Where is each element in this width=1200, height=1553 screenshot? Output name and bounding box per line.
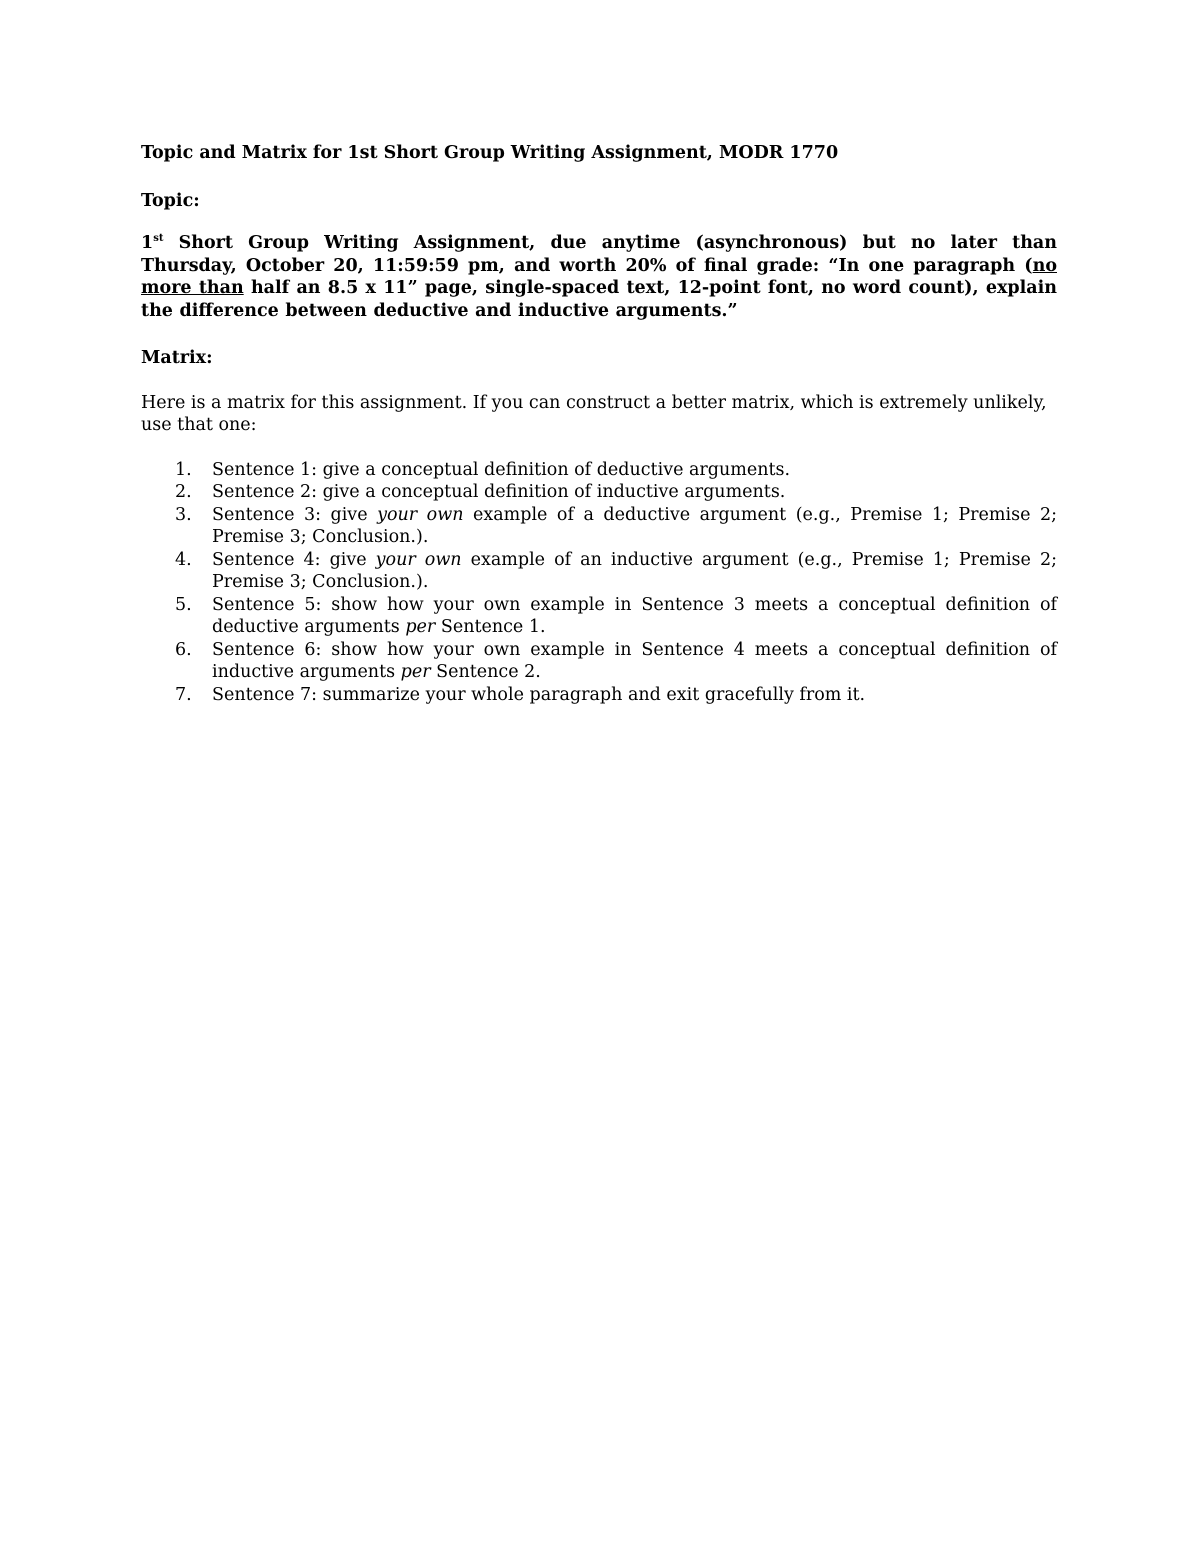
list-item-text-rest: example of an inductive argument (e.g., Premise 1; Premise 2; Premise 3; Conclusion.). [212,549,1057,592]
list-item [141,594,1057,639]
topic-text-part2: half an 8.5 x 11” page, single-spaced text, 12-point font, no word count), explain the difference between deductive and inductive arguments.” [141,278,1057,321]
topic-ordinal-suffix: st [153,233,164,245]
list-item-number: 4. [175,549,192,570]
list-item [141,481,1057,504]
matrix-list [141,459,1057,707]
list-item-number: 3. [175,504,192,525]
list-item-text-rest: example of a deductive argument (e.g., Premise 1; Premise 2; Premise 3; Conclusion.). [212,504,1057,547]
list-item-emphasis: per [400,662,431,682]
list-item-text: Sentence 4: give [212,549,376,570]
list-item-emphasis: your own [377,504,464,525]
topic-ordinal-number: 1 [141,233,154,253]
list-item-text-rest: Sentence 1. [435,617,546,637]
document-title: Topic and Matrix for 1st Short Group Writing Assignment, MODR 1770 [141,143,839,163]
list-item-text: Sentence 1: give a conceptual definition of deductive arguments. [212,459,791,480]
topic-text-part1: Short Group Writing Assignment, due anytime (asynchronous) but no later than Thursday, October 20, 11:59:59 pm, and worth 20% of final grade: “In one paragraph ( [141,233,1057,276]
list-item-text: Sentence 3: give [212,504,378,525]
list-item-text: Sentence 2: give a conceptual definition of inductive arguments. [212,482,786,502]
matrix-intro: Here is a matrix for this assignment. If you can construct a better matrix, which is extremely unlikely, use that one: [141,392,1047,435]
topic-paragraph [141,232,1057,322]
topic-heading: Topic: [141,190,200,211]
list-item-number: 5. [175,594,192,615]
topic-underlined-text: no more than [141,255,1057,298]
list-item [141,459,1057,482]
matrix-heading: Matrix: [141,348,213,368]
list-item-number: 1. [175,459,192,480]
list-item [141,549,1057,594]
list-item-text: Sentence 7: summarize your whole paragraph and exit gracefully from it. [212,684,866,705]
list-item-emphasis: per [405,617,436,637]
list-item [141,639,1057,684]
list-item-number: 6. [175,639,192,660]
list-item-text-rest: Sentence 2. [430,662,541,682]
list-item-text: Sentence 6: show how your own example in Sentence 4 meets a conceptual definition of inductive arguments [212,639,1057,682]
list-item-emphasis: your own [375,549,462,570]
list-item-number: 7. [175,684,192,705]
list-item-text: Sentence 5: show how your own example in Sentence 3 meets a conceptual definition of deductive arguments [212,594,1057,637]
list-item-number: 2. [175,482,192,502]
list-item [141,504,1057,549]
list-item [141,684,1057,707]
document-page [141,142,1057,706]
